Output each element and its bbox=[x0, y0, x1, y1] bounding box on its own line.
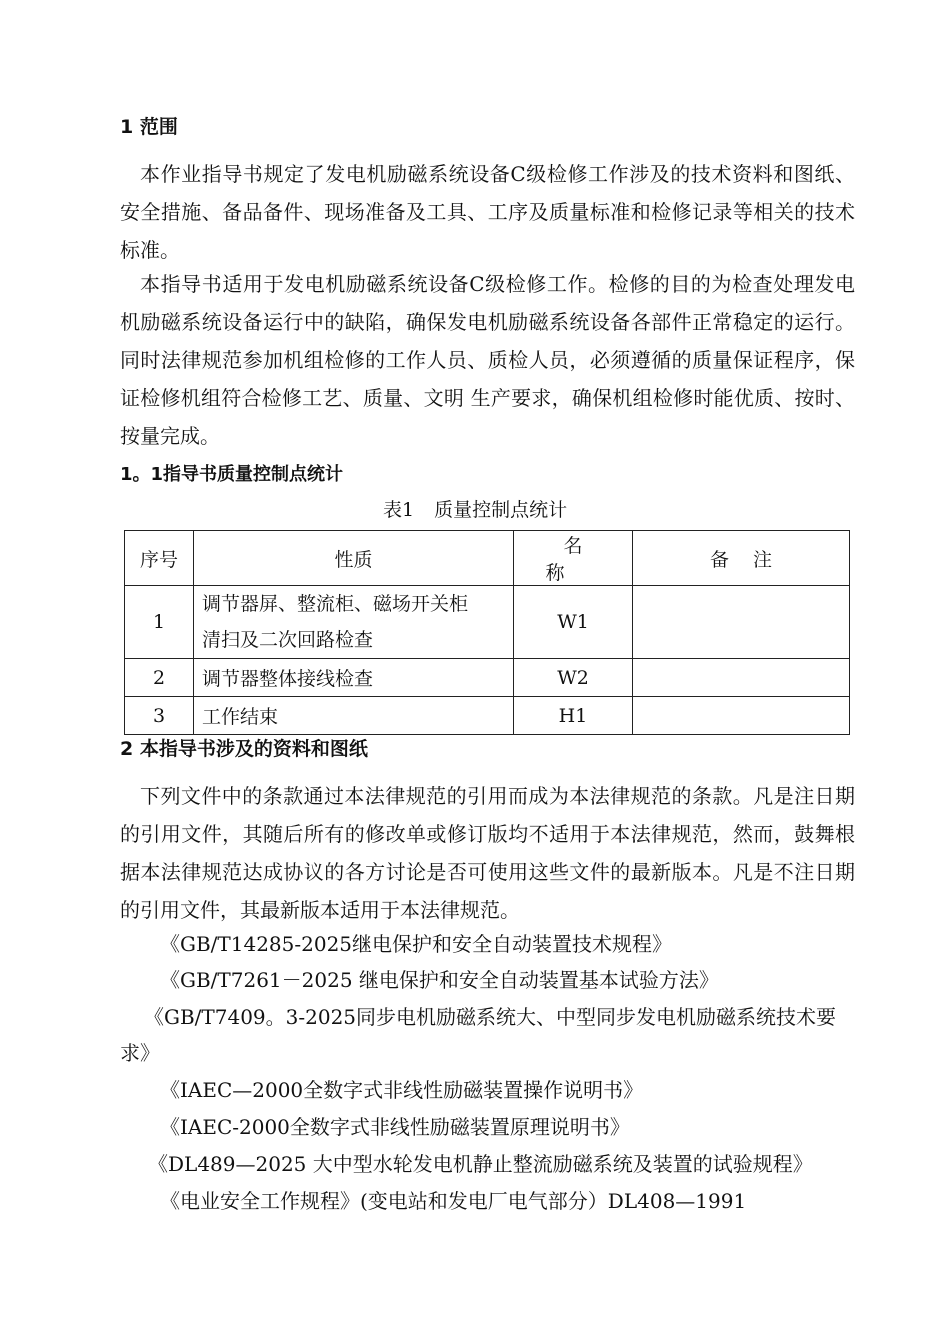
section-1-1-heading: 1。1指导书质量控制点统计 bbox=[120, 464, 344, 485]
table-row bbox=[125, 659, 850, 697]
table-row bbox=[125, 697, 850, 735]
table-caption-title: 质量控制点统计 bbox=[434, 499, 568, 521]
reference-item: 《IAEC—2000全数字式非线性励磁装置操作说明书》 bbox=[160, 1078, 644, 1102]
table-caption-number: 表1 bbox=[383, 499, 415, 521]
cell-nature-line-2: 清扫及二次回路检查 bbox=[202, 629, 374, 651]
table-header-row bbox=[125, 531, 850, 586]
section-1-paragraph-2: 本指导书适用于发电机励磁系统设备C级检修工作。检修的目的为检查处理发电机励磁系统设备运行中的缺陷，确保发电机励磁系统设备各部件正常稳定的运行。同时法律规范参加机组检修的工作人员、质检人员，必须遵循的质量保证程序，保证检修机组符合检修工艺、质量、文明 生产要求，确保机组检修时能优质、按时、按量完成。 bbox=[120, 272, 855, 448]
quality-control-table bbox=[124, 530, 850, 735]
section-1-heading: 1 范围 bbox=[120, 116, 178, 138]
header-nature: 性质 bbox=[194, 531, 514, 586]
section-2-heading: 2 本指导书涉及的资料和图纸 bbox=[120, 738, 368, 760]
cell-nature: 工作结束 bbox=[194, 697, 514, 735]
cell-no: 3 bbox=[125, 697, 194, 735]
cell-name: W1 bbox=[514, 586, 633, 659]
cell-name: H1 bbox=[514, 697, 633, 735]
header-name-text: 名称 bbox=[545, 535, 619, 584]
header-remark bbox=[633, 531, 850, 586]
reference-item: 《GB/T7409。3-2025同步电机励磁系统大、中型同步发电机励磁系统技术要求》 bbox=[120, 1005, 837, 1065]
cell-no: 1 bbox=[125, 586, 194, 659]
reference-item: 《GB/T7261－2025 继电保护和安全自动装置基本试验方法》 bbox=[160, 968, 719, 992]
cell-nature bbox=[194, 586, 514, 659]
cell-remark bbox=[633, 697, 850, 735]
table-caption bbox=[383, 495, 587, 522]
reference-item: 《电业安全工作规程》(变电站和发电厂电气部分）DL408—1991 bbox=[160, 1189, 747, 1213]
reference-item: 《DL489—2025 大中型水轮发电机静止整流励磁系统及装置的试验规程》 bbox=[148, 1152, 813, 1176]
cell-no: 2 bbox=[125, 659, 194, 697]
reference-item: 《GB/T14285-2025继电保护和安全自动装置技术规程》 bbox=[160, 932, 673, 956]
header-no: 序号 bbox=[125, 531, 194, 586]
section-1-paragraph-1: 本作业指导书规定了发电机励磁系统设备C级检修工作涉及的技术资料和图纸、安全措施、备品备件、现场准备及工具、工序及质量标准和检修记录等相关的技术标准。 bbox=[120, 162, 855, 262]
cell-remark bbox=[633, 659, 850, 697]
header-name bbox=[514, 531, 633, 586]
cell-name: W2 bbox=[514, 659, 633, 697]
header-remark-text: 备注 bbox=[709, 548, 796, 571]
section-2-paragraph: 下列文件中的条款通过本法律规范的引用而成为本法律规范的条款。凡是注日期的引用文件，其随后所有的修改单或修订版均不适用于本法律规范，然而，鼓舞根据本法律规范达成协议的各方讨论是否可使用这些文件的最新版本。凡是不注日期的引用文件，其最新版本适用于本法律规范。 bbox=[120, 784, 855, 922]
table-row bbox=[125, 586, 850, 659]
cell-nature: 调节器整体接线检查 bbox=[194, 659, 514, 697]
reference-item: 《IAEC-2000全数字式非线性励磁装置原理说明书》 bbox=[160, 1115, 630, 1139]
cell-remark bbox=[633, 586, 850, 659]
cell-nature-line-1: 调节器屏、整流柜、磁场开关柜 bbox=[202, 593, 469, 615]
